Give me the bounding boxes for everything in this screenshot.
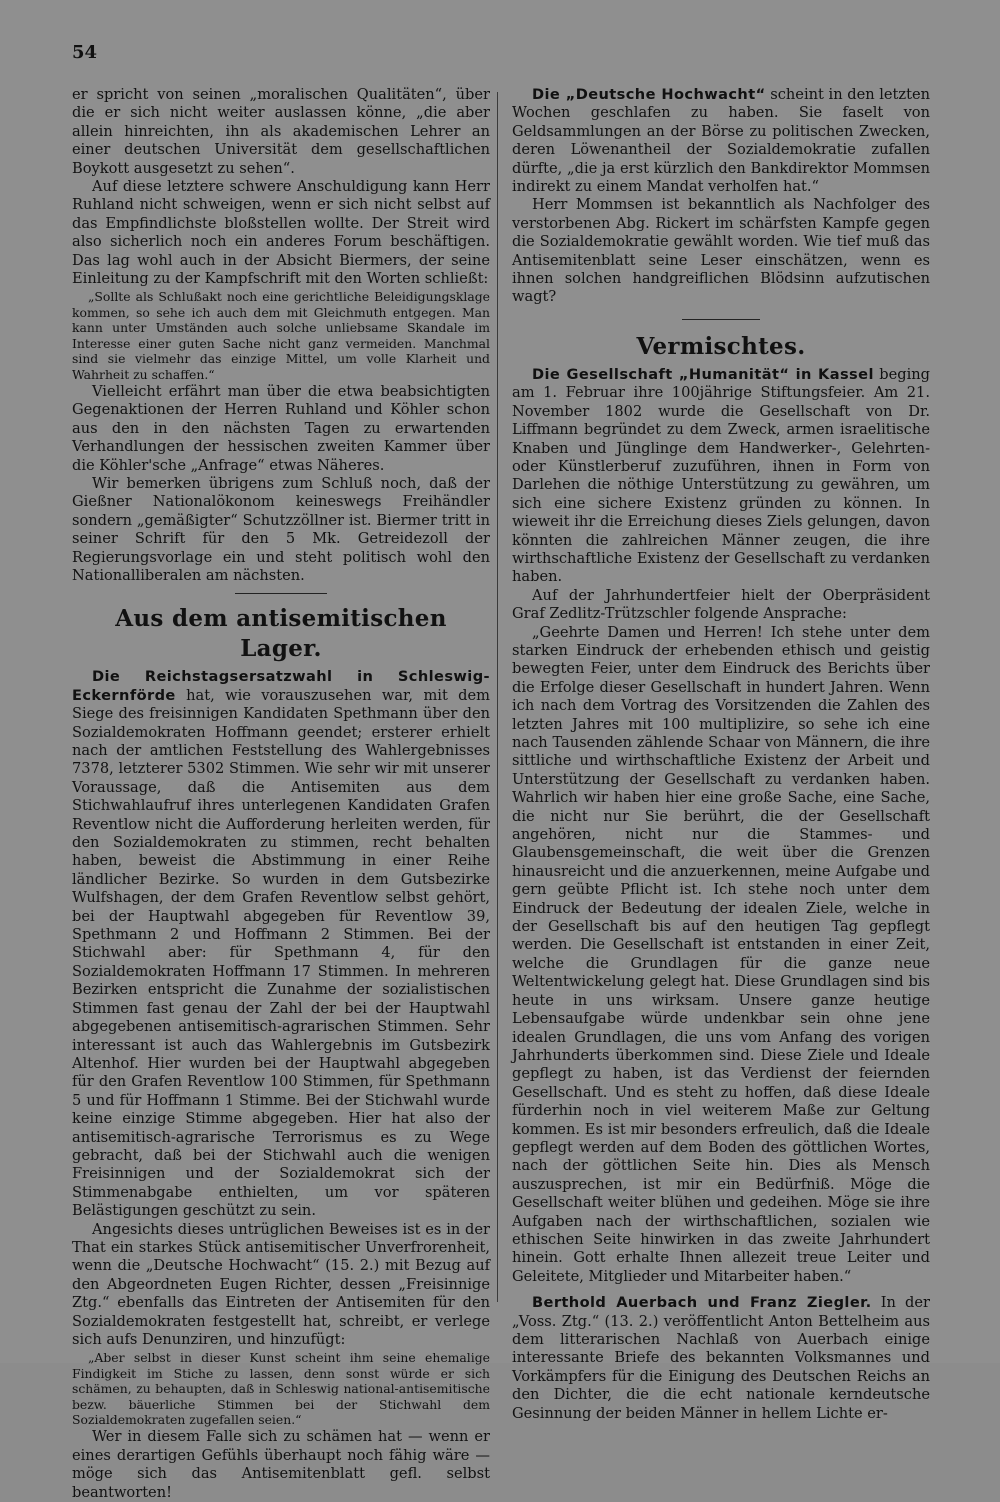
paragraph: Auf der Jahrhundertfeier hielt der Oberpräsident Graf Zedlitz-Trützschler folgende Ansprache:: [512, 586, 930, 623]
article-body: scheint in den letzten Wochen geschlafen zu haben. Sie faselt von Geldsammlungen an der Börse zu politischen Zwecken, deren Löwenantheil der Sozialdemokratie zufallen dürfte, „die ja erst kürzlich den Bankdirektor Mommsen indirekt zu einem Mandat verholfen hat.“: [512, 86, 931, 196]
column-divider: [497, 92, 498, 1302]
page-number: 54: [72, 42, 98, 63]
left-column: [72, 86, 490, 1502]
paragraph: Angesichts dieses untrüglichen Beweises ist es in der That ein starkes Stück antisemitischer Unverfrorenheit, wenn die „Deutsche Hochwacht“ (15. 2.) mit Bezug auf den Abgeordneten Eugen Richter, dessen „Freisinnige Ztg.“ ebenfalls das Eintreten der Antisemiten für den Sozialdemokraten festgestellt hat, schreibt, er verlege sich aufs Denunziren, und hinzufügt:: [72, 1220, 490, 1348]
paragraph: Auf diese letztere schwere Anschuldigung kann Herr Ruhland nicht schweigen, wenn er sich nicht selbst auf das Empfindlichste bloßstellen wollte. Der Streit wird also sicherlich noch ein anderes Forum beschäftigen. Das lag wohl auch in der Absicht Biermers, der seine Einleitung zu der Kampfschrift mit den Worten schließt:: [72, 178, 490, 288]
article-body: In der „Voss. Ztg.“ (13. 2.) veröffentlicht Anton Bettelheim aus dem litterarischen Nachlaß von Auerbach einige interessante Briefe des bekannten Volksmannes und Vorkämpfers für die Einigung des Deutschen Reichs an den Dichter, die die echt nationale kerndeutsche Gesinnung der beiden Männer in hellem Lichte er-: [512, 1294, 931, 1422]
paragraph: Herr Mommsen ist bekanntlich als Nachfolger des verstorbenen Abg. Rickert im schärfsten Kampfe gegen die Sozialdemokratie gewählt worden. Wie tief muß das Antisemitenblatt seine Leser einschätzen, wenn es ihnen solchen handgreiflichen Blödsinn aufzutischen wagt?: [512, 196, 930, 306]
section-divider: [682, 319, 760, 320]
article-lead: Die „Deutsche Hochwacht“: [532, 86, 766, 103]
paragraph: Vielleicht erfährt man über die etwa beabsichtigten Gegenaktionen der Herren Ruhland und Köhler schon aus den in den nächsten Tagen zu erwartenden Verhandlungen der hessischen zweiten Kammer über die Köhler'sche „Anfrage“ etwas Näheres.: [72, 382, 490, 474]
section-divider: [235, 593, 327, 594]
paragraph: er spricht von seinen „moralischen Qualitäten“, über die er sich nicht weiter auslassen könne, „die aber allein hinreichten, ihn als akademischen Lehrer an einer deutschen Universität dem gesellschaftlichen Boykott ausgesetzt zu sehen“.: [72, 86, 490, 177]
paragraph: Wer in diesem Falle sich zu schämen hat — wenn er eines derartigen Gefühls überhaupt noch fähig wäre — möge sich das Antisemitenblatt gefl. selbst beantworten!: [72, 1428, 490, 1501]
section-title-antisemitic-camp: Aus dem antisemitischen Lager.: [115, 605, 447, 663]
article-lead: Die Reichstagsersatzwahl in Schleswig-Eckernförde: [72, 668, 490, 704]
article-lead: Berthold Auerbach und Franz Ziegler.: [532, 1294, 872, 1312]
paragraph: Wir bemerken übrigens zum Schluß noch, daß der Gießner Nationalökonom keineswegs Freihändler sondern „gemäßigter“ Schutzzöllner ist. Biermer tritt in seiner Schrift für den 5 Mk. Getreidezoll der Regierungsvorlage ein und steht politisch wohl den Nationalliberalen am nächsten.: [72, 474, 490, 584]
article-body: beging am 1. Februar ihre 100jährige Stiftungsfeier. Am 21. November 1802 wurde die Gesellschaft von Dr. Liffmann begründet zu dem Zweck, armen israelitische Knaben und Jünglinge dem Handwerker-, Gelehrten- oder Künstlerberuf zuzuführen, ihnen in Form von Darlehen die nöthige Unterstützung zu gewähren, um sich eine sichere Existenz gründen zu können. In wieweit ihr die Erreichung dieses Ziels gelungen, davon könnten die zahlreichen Männer zeugen, die ihre wirthschaftliche Existenz der Gesellschaft zu verdanken haben.: [512, 365, 931, 586]
right-column: [512, 86, 930, 1423]
paragraph: „Geehrte Damen und Herren! Ich stehe unter dem starken Eindruck der erhebenden ethisch und geistig bewegten Feier, unter dem Eindruck des Berichts über die Erfolge dieser Gesellschaft in hundert Jahren. Wenn ich nach dem Vortrag des Vorsitzenden die Zahlen des letzten Jahres mit 100 multiplizire, so sehe ich eine nach Tausenden zählende Schaar von Männern, die ihre sittliche und wirthschaftliche Existenz der Arbeit und Unterstützung der Gesellschaft zu verdanken haben. Wahrlich wir haben hier eine große Sache, eine Sache, die nicht nur Sie berührt, die der Gesellschaft angehören, nicht nur die Stammes- und Glaubensgemeinschaft, die weit über die Grenzen hinausreicht und die anzuerkennen, meine Aufgabe und gern geübte Pflicht ist. Ich stehe noch unter dem Eindruck der Bedeutung der idealen Ziele, welche in der Gesellschaft bis auf den heutigen Tag gepflegt werden. Die Gesellschaft ist entstanden in einer Zeit, welche die Grundlagen für die ganze neue Weltentwickelung gelegt hat. Diese Grundlagen sind bis heute in uns wirksam. Unsere ganze heutige Lebensaufgabe würde undenkbar sein ohne jene idealen Grundlagen, die uns vom Anfang des vorigen Jahrhunderts überkommen sind. Diese Ziele und Ideale gepflegt zu haben, ist das Verdienst der feiernden Gesellschaft. Und es steht zu hoffen, daß diese Ideale fürderhin noch in viel weiterem Maße zur Geltung kommen. Es ist mir besonders erfreulich, daß die Ideale gepflegt werden auf dem Boden des göttlichen Wortes, nach der göttlichen Seite hin. Dies als Mensch auszusprechen, ist mir ein Bedürfniß. Möge die Gesellschaft weiter blühen und gedeihen. Möge sie ihre Aufgaben nach der wirthschaftlichen, sozialen wie ethischen Seite hinwirken in das zweite Jahrhundert hinein. Gott erhalte Ihnen allezeit treue Leiter und Geleitete, Mitglieder und Mitarbeiter haben.“: [512, 623, 930, 1285]
block-quote: „Sollte als Schlußakt noch eine gerichtliche Beleidigungsklage kommen, so sehe ich auch dem mit Gleichmuth entgegen. Man kann unter Umständen auch solche unliebsame Skandale im Interesse einer guten Sache nicht ganz vermeiden. Manchmal sind sie vielmehr das einzige Mittel, um volle Klarheit und Wahrheit zu schaffen.“: [72, 289, 490, 382]
article-lead: Die Gesellschaft „Humanität“ in Kassel: [532, 365, 874, 383]
article-body: hat, wie vorauszusehen war, mit dem Siege des freisinnigen Kandidaten Spethmann über den Sozialdemokraten Hoffmann geendet; ersterer erhielt nach der amtlichen Feststellung des Wahlergebnisses 7378, letzterer 5302 Stimmen. Wie sehr wir mit unserer Voraussage, daß die Antisemiten aus dem Stichwahlaufruf ihres unterlegenen Kandidaten Grafen Reventlow nicht die Aufforderung herleiten werden, für den Sozialdemokraten zu stimmen, recht behalten haben, beweist die Abstimmung in einer Reihe ländlicher Bezirke. So wurden in dem Gutsbezirke Wulfshagen, der dem Grafen Reventlow selbst gehört, bei der Hauptwahl abgegeben für Reventlow 39, Spethmann 2 und Hoffmann 2 Stimmen. Bei der Stichwahl aber: für Spethmann 4, für den Sozialdemokraten Hoffmann 17 Stimmen. In mehreren Bezirken entspricht die Zunahme der sozialistischen Stimmen fast genau der Zahl der bei der Hauptwahl abgegebenen antisemitisch-agrarischen Stimmen. Sehr interessant ist auch das Wahlergebnis im Gutsbezirk Altenhof. Hier wurden bei der Hauptwahl abgegeben für den Grafen Reventlow 100 Stimmen, für Spethmann 5 und für Hoffmann 1 Stimme. Bei der Stichwahl wurde keine einzige Stimme abgegeben. Hier hat also der antisemitisch-agrarische Terrorismus es zu Wege gebracht, daß bei der Stichwahl auch die wenigen Freisinnigen und der Sozialdemokrat sich der Stimmenabgabe enthielten, um vor späteren Belästigungen geschützt zu sein.: [72, 686, 490, 1220]
section-title-miscellaneous: Vermischtes.: [636, 332, 806, 360]
block-quote: „Aber selbst in dieser Kunst scheint ihm seine ehemalige Findigkeit im Stiche zu lassen, denn sonst würde er sich schämen, zu behaupten, daß in Schleswig national-antisemitische bezw. bäuerliche Stimmen bei der Stichwahl dem Sozialdemokraten zugefallen seien.“: [72, 1350, 490, 1428]
